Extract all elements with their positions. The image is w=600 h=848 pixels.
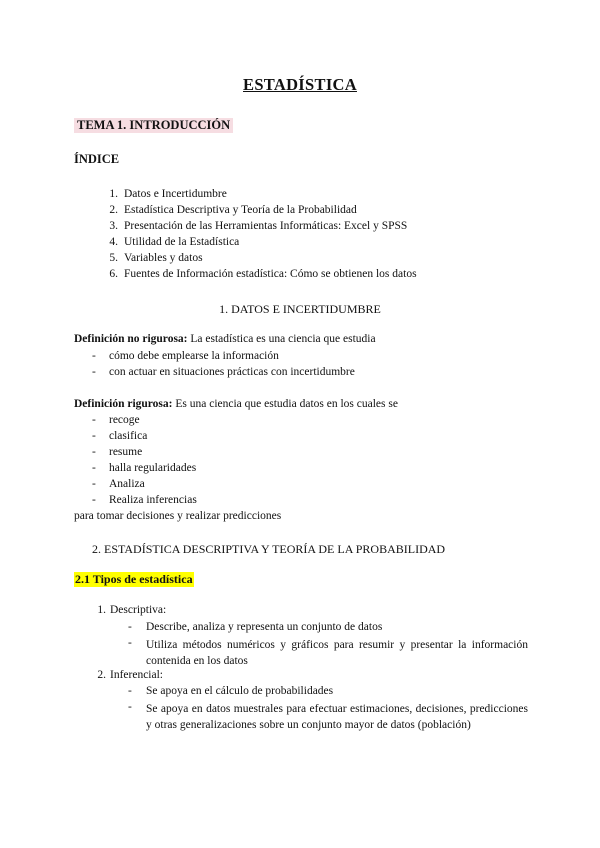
definition-label: Definición no rigurosa:: [74, 333, 188, 345]
list-item: Se apoya en datos muestrales para efectuar estimaciones, decisiones, predicciones y otras generalizaciones sobre un conjunto mayor de datos (población): [146, 703, 528, 731]
bullet-dash: -: [128, 685, 132, 697]
bullet-dash: -: [92, 446, 96, 458]
bullet-dash: -: [92, 462, 96, 474]
index-item: Datos e Incertidumbre: [124, 188, 227, 200]
list-item: Se apoya en el cálculo de probabilidades: [146, 685, 334, 697]
index-item: Estadística Descriptiva y Teoría de la Probabilidad: [124, 204, 357, 216]
type-label-descriptive: Descriptiva:: [110, 604, 167, 616]
list-item: clasifica: [109, 430, 148, 442]
bullet-dash: -: [92, 494, 96, 506]
bullet-dash: -: [92, 414, 96, 426]
section-heading-2: 2. ESTADÍSTICA DESCRIPTIVA Y TEORÍA DE LA PROBABILIDAD: [92, 542, 446, 556]
section-heading-1: 1. DATOS E INCERTIDUMBRE: [219, 302, 381, 316]
list-item: resume: [109, 446, 143, 458]
list-number: 4.: [109, 236, 118, 248]
list-item: cómo debe emplearse la información: [109, 350, 279, 362]
subsection-heading: 2.1 Tipos de estadística: [75, 572, 193, 586]
list-item: Realiza inferencias: [109, 494, 197, 506]
list-number: 6.: [109, 268, 118, 280]
bullet-dash: -: [128, 701, 132, 713]
list-number: 2.: [97, 669, 106, 681]
type-label-inferential: Inferencial:: [110, 669, 163, 681]
definition-non-rigorous: [74, 333, 376, 345]
list-item: Analiza: [109, 478, 145, 490]
definition-closing: para tomar decisiones y realizar predicciones: [74, 510, 282, 522]
index-item: Variables y datos: [124, 252, 203, 264]
chapter-heading: TEMA 1. INTRODUCCIÓN: [74, 118, 233, 133]
bullet-dash: -: [92, 430, 96, 442]
document-title: ESTADÍSTICA: [243, 75, 357, 94]
bullet-dash: -: [92, 366, 96, 378]
list-item: Utiliza métodos numéricos y gráficos para resumir y presentar la información contenida en los datos: [146, 639, 528, 667]
index-item: Presentación de las Herramientas Informáticas: Excel y SPSS: [124, 220, 408, 232]
list-number: 5.: [109, 252, 118, 264]
list-item: halla regularidades: [109, 462, 197, 474]
list-number: 3.: [109, 220, 118, 232]
list-number: 1.: [97, 604, 106, 616]
list-number: 2.: [109, 204, 118, 216]
index-heading: ÍNDICE: [74, 152, 120, 166]
list-item: Describe, analiza y representa un conjunto de datos: [146, 621, 383, 633]
list-item: recoge: [109, 414, 140, 426]
definition-rigorous: [74, 398, 398, 410]
list-number: 1.: [109, 188, 118, 200]
definition-text: Es una ciencia que estudia datos en los cuales se: [172, 398, 398, 410]
list-item: con actuar en situaciones prácticas con incertidumbre: [109, 366, 355, 378]
index-item: Utilidad de la Estadística: [124, 236, 240, 248]
bullet-dash: -: [128, 637, 132, 649]
bullet-dash: -: [128, 621, 132, 633]
definition-text: La estadística es una ciencia que estudia: [187, 333, 376, 345]
index-item: Fuentes de Información estadística: Cómo se obtienen los datos: [124, 268, 417, 280]
bullet-dash: -: [92, 478, 96, 490]
definition-label: Definición rigurosa:: [74, 398, 173, 410]
bullet-dash: -: [92, 350, 96, 362]
